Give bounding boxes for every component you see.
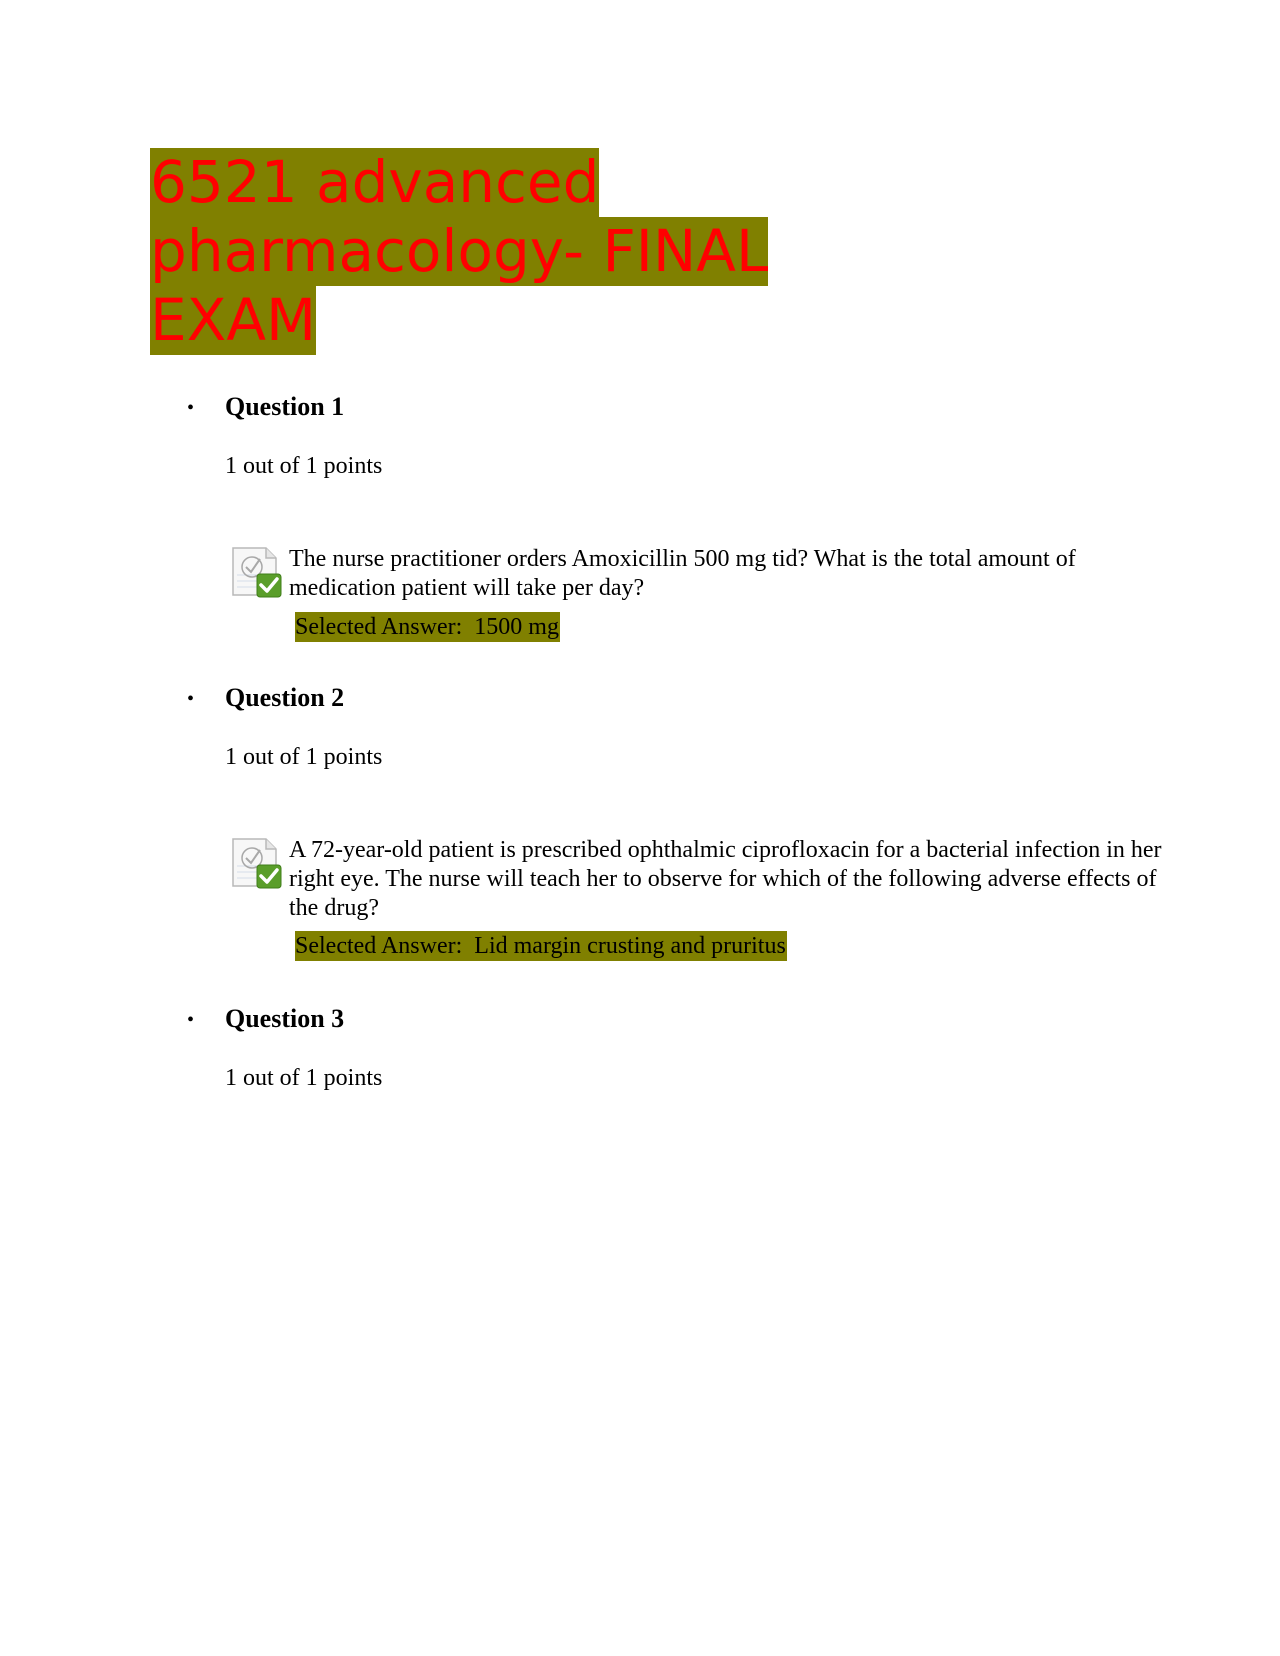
question-heading: Question 2 — [225, 683, 345, 712]
question-heading: Question 3 — [225, 1004, 345, 1033]
question-points: 1 out of 1 points — [225, 744, 383, 770]
correct-check-icon — [230, 545, 284, 599]
selected-answer — [295, 931, 787, 961]
correct-check-icon — [230, 836, 284, 890]
question-points: 1 out of 1 points — [225, 453, 383, 479]
selected-answer — [295, 612, 560, 642]
title-line: pharmacology- FINAL — [150, 217, 769, 285]
question-text: A 72-year-old patient is prescribed ophthalmic ciprofloxacin for a bacterial infection in her right eye. The nurse will teach her to observe for which of the following adverse effects of the drug? — [289, 837, 1162, 921]
bullet: • — [187, 688, 195, 710]
selected-answer-value: Lid margin crusting and pruritus — [474, 933, 786, 959]
document-title — [150, 148, 768, 355]
question-text: The nurse practitioner orders Amoxicillin 500 mg tid? What is the total amount of medication patient will take per day? — [289, 546, 1076, 601]
selected-answer-label: Selected Answer: — [295, 614, 463, 640]
bullet: • — [187, 397, 195, 419]
question-points: 1 out of 1 points — [225, 1065, 383, 1091]
selected-answer-value: 1500 mg — [474, 614, 559, 640]
question-heading: Question 1 — [225, 392, 345, 421]
title-line: 6521 advanced — [150, 148, 600, 216]
selected-answer-label: Selected Answer: — [295, 933, 463, 959]
bullet: • — [187, 1009, 195, 1031]
title-line: EXAM — [150, 286, 317, 354]
